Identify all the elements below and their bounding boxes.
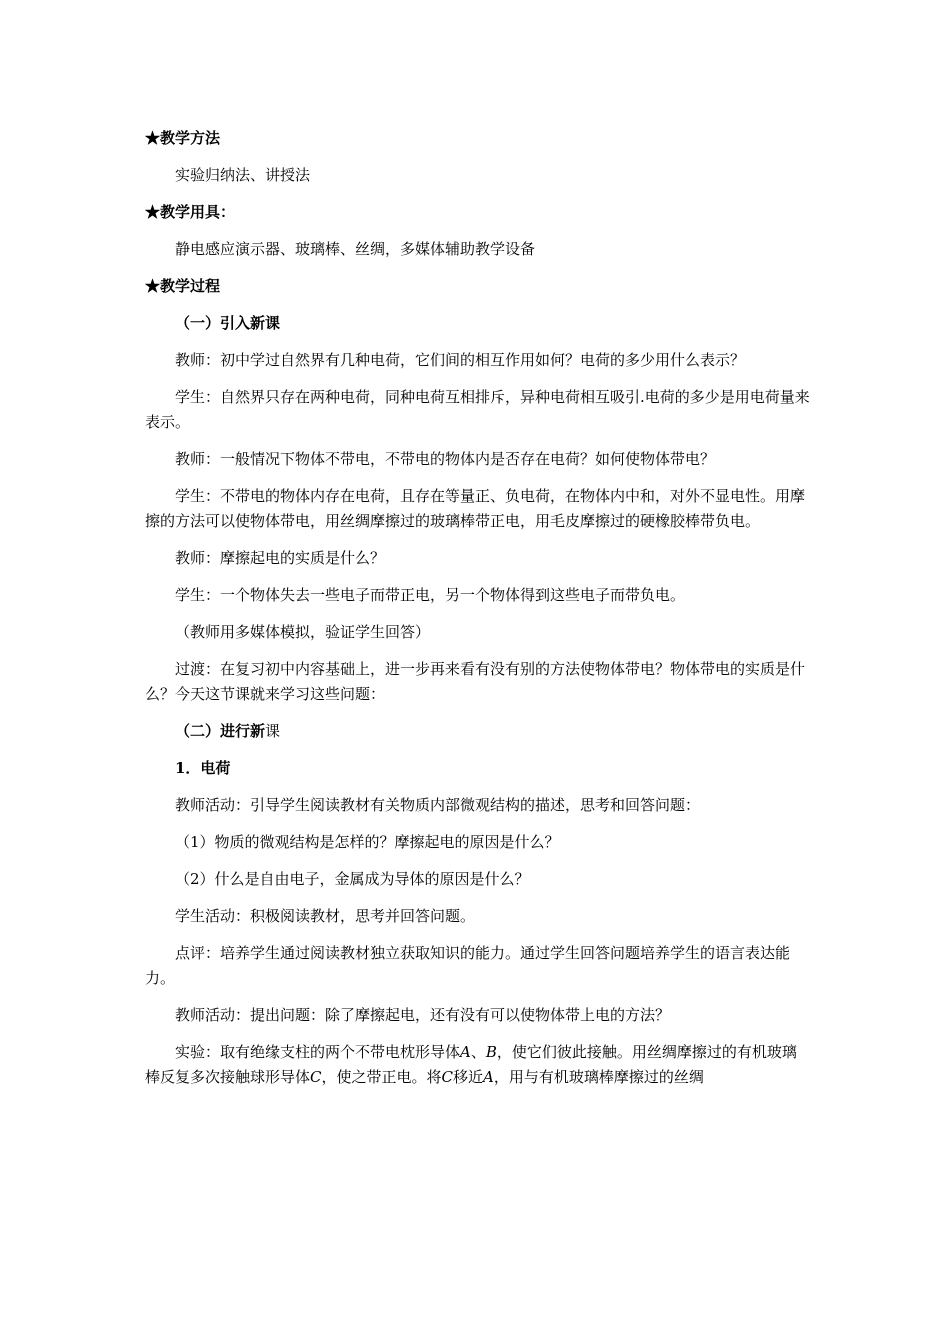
text-run: 移近 [453,1068,484,1086]
paragraph: 学生：自然界只存在两种电荷，同种电荷互相排斥，异种电荷相互吸引.电荷的多少是用电荷量来表示。 [145,388,810,431]
paragraph: 教师活动：提出问题：除了摩擦起电，还有没有可以使物体带上电的方法？ [175,1006,671,1024]
part2-title-bold: （二）进行新 [175,722,266,740]
teaching-process-heading: ★教学过程 [145,277,221,295]
section-title-charge: 1．电荷 [175,759,231,777]
document-page [145,126,810,1102]
paragraph: 点评：培养学生通过阅读教材独立获取知识的能力。通过学生回答问题培养学生的语言表达能力。 [145,944,791,987]
variable-label: C [310,1068,322,1086]
text-run: 实验：取有绝缘支柱的两个不带电枕形导体 [175,1043,461,1061]
paragraph: （1）物质的微观结构是怎样的？摩擦起电的原因是什么？ [175,833,560,851]
teaching-tools-heading: ★教学用具： [145,203,236,221]
paragraph: 学生活动：积极阅读教材，思考并回答问题。 [175,907,476,925]
experiment-paragraph [145,1040,810,1090]
paragraph: 教师：初中学过自然界有几种电荷，它们间的相互作用如何？电荷的多少用什么表示？ [175,351,746,369]
variable-label: B [485,1043,497,1061]
text-run: ，使之带正电。将 [321,1068,442,1086]
part2-title [145,719,810,743]
text-run: ，用与有机玻璃棒摩擦过的丝绸 [493,1068,704,1086]
variable-label: A [460,1043,471,1061]
text-run: ，使它们彼此接触。用丝绸摩擦过的有机玻璃棒反复多次接触球形导体 [145,1043,797,1086]
paragraph: 教师：一般情况下物体不带电，不带电的物体内是否存在电荷？如何使物体带电？ [175,450,716,468]
teaching-method-text: 实验归纳法、讲授法 [175,166,311,184]
text-run: 、 [470,1043,486,1061]
paragraph: （教师用多媒体模拟，验证学生回答） [175,623,431,641]
paragraph: 过渡：在复习初中内容基础上，进一步再来看有没有别的方法使物体带电？物体带电的实质是什么？今天这节课就来学习这些问题： [145,660,806,703]
paragraph: 学生：不带电的物体内存在电荷，且存在等量正、负电荷，在物体内中和，对外不显电性。用摩擦的方法可以使物体带电，用丝绸摩擦过的玻璃棒带正电，用毛皮摩擦过的硬橡胶棒带负电。 [145,487,806,530]
teaching-tools-text: 静电感应演示器、玻璃棒、丝绸，多媒体辅助教学设备 [175,240,536,258]
teaching-method-heading: ★教学方法 [145,129,221,147]
paragraph: （2）什么是自由电子，金属成为导体的原因是什么？ [175,870,530,888]
part1-title: （一）引入新课 [175,314,281,332]
variable-label: C [441,1068,453,1086]
paragraph: 教师活动：引导学生阅读教材有关物质内部微观结构的描述，思考和回答问题： [175,796,701,814]
paragraph: 教师：摩擦起电的实质是什么？ [175,549,386,567]
variable-label: A [483,1068,494,1086]
part2-title-light: 课 [265,722,281,740]
paragraph: 学生：一个物体失去一些电子而带正电，另一个物体得到这些电子而带负电。 [175,586,686,604]
